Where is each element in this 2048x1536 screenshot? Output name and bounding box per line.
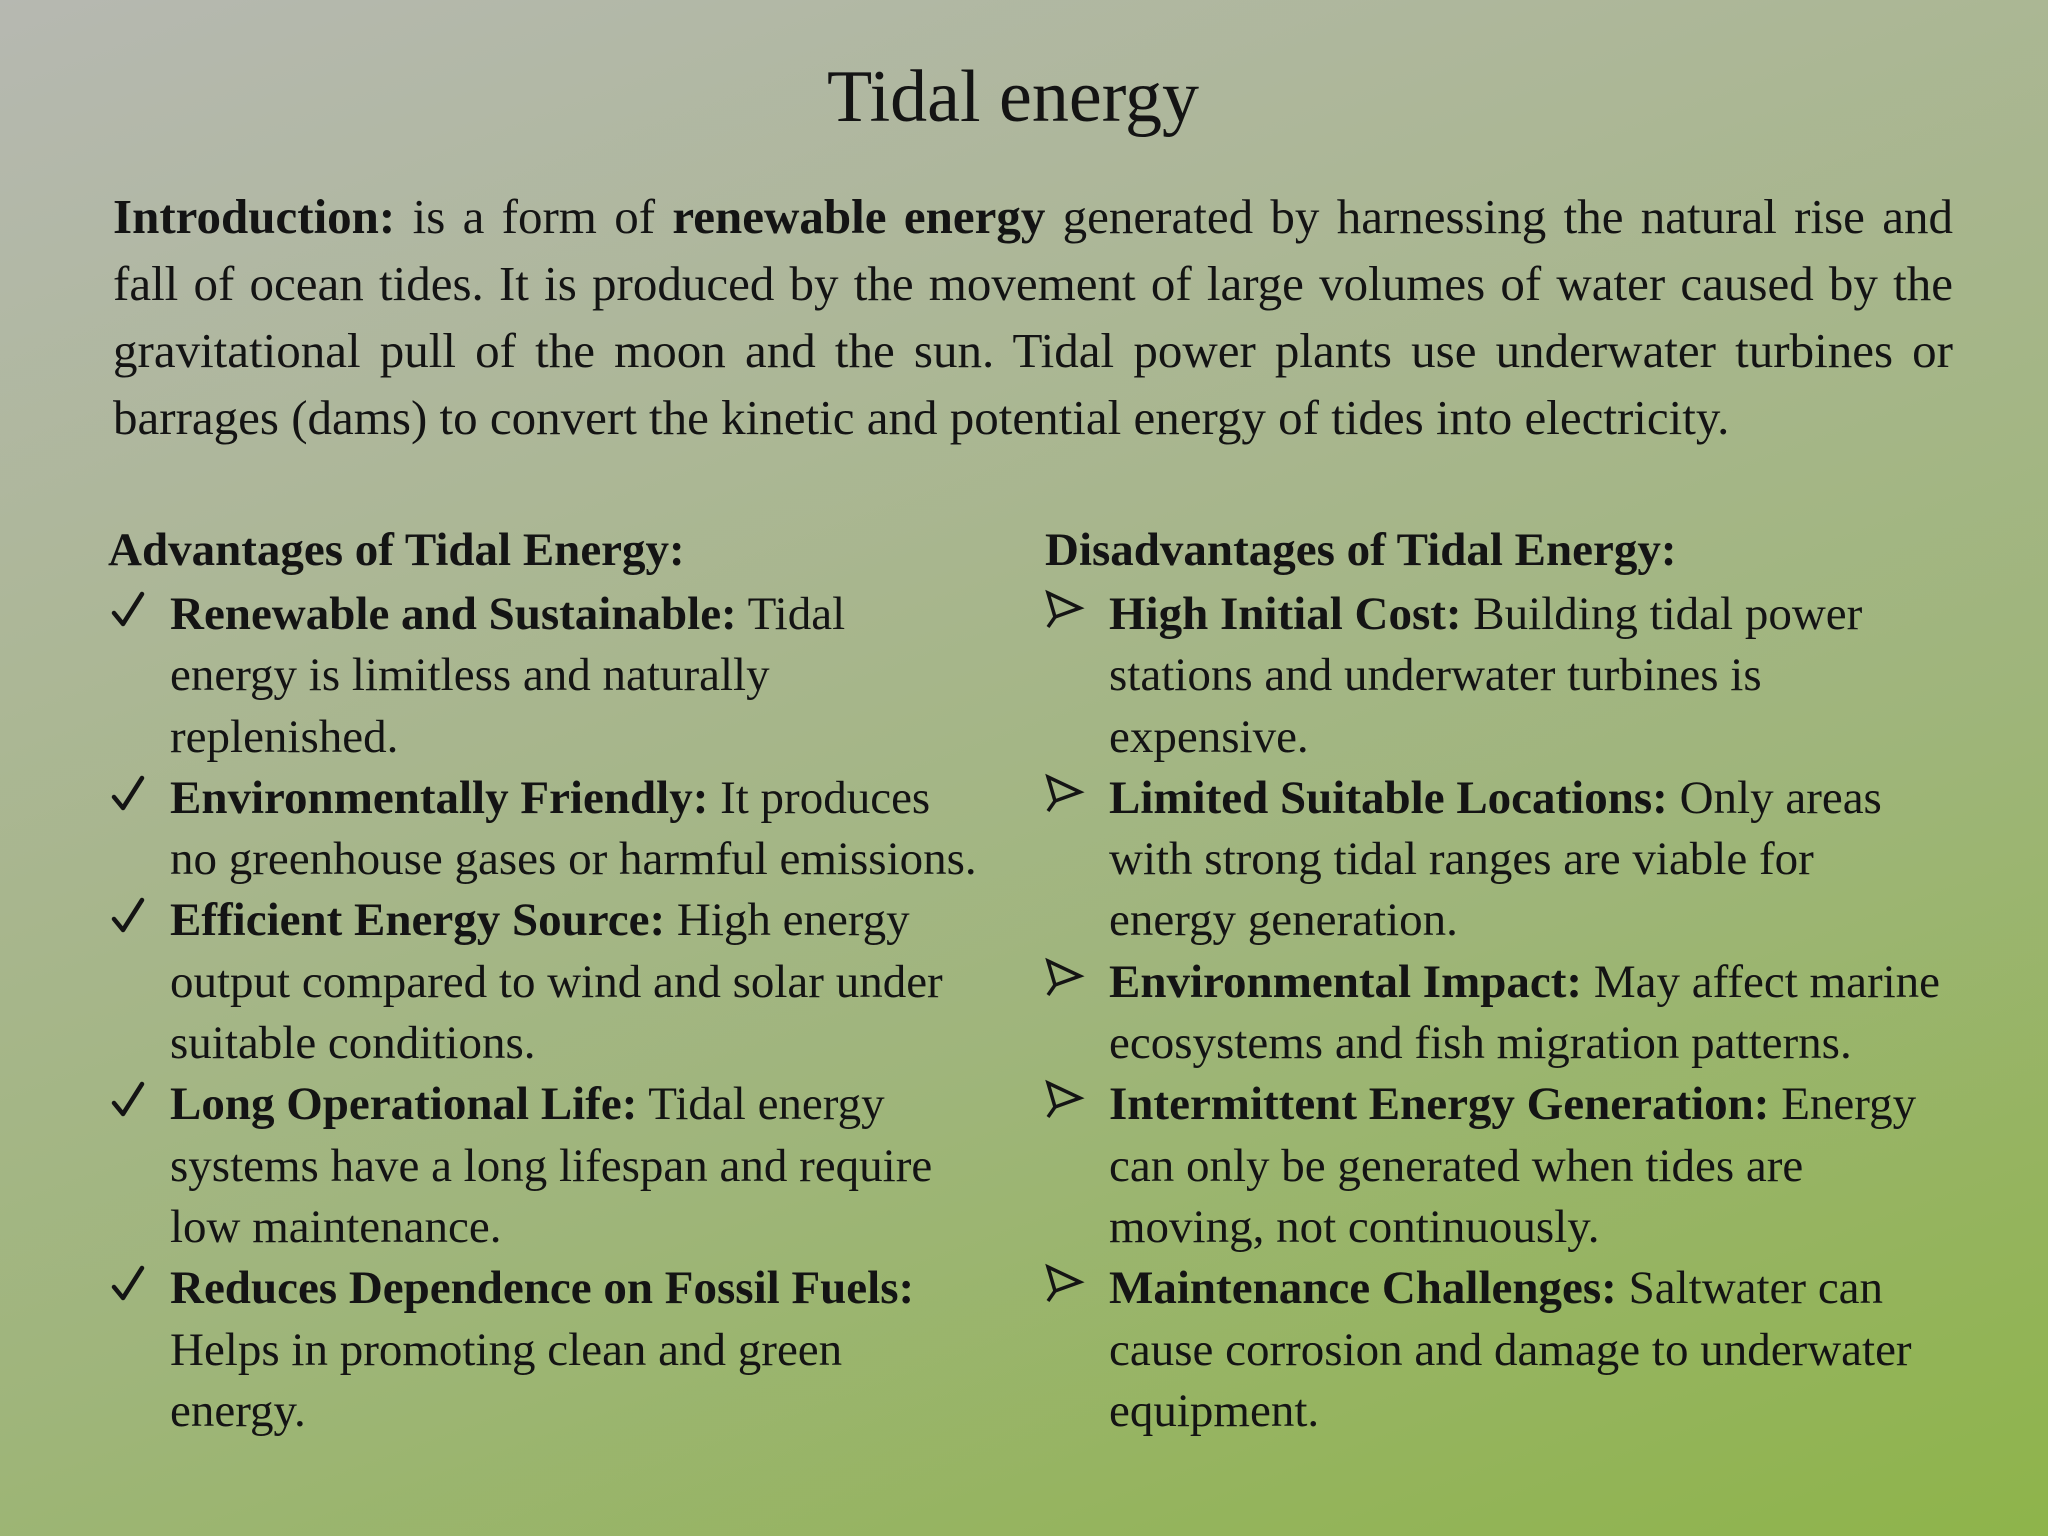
disadvantage-desc: Only areas with strong tidal ranges are viable for energy generation. <box>1109 771 1882 947</box>
disadvantage-term: Intermittent Energy Generation: <box>1109 1078 1770 1131</box>
checkmark-icon <box>108 890 156 951</box>
intro-text-a: is a form of <box>395 189 673 244</box>
advantage-desc: Helps in promoting clean and green energy. <box>170 1323 843 1437</box>
advantage-desc: Tidal energy is limitless and naturally replenished. <box>170 588 846 763</box>
advantage-term: Long Operational Life: <box>170 1078 638 1131</box>
intro-emphasis: renewable energy <box>672 189 1046 244</box>
disadvantage-item <box>1045 1258 1945 1442</box>
intro-text-b: generated by harnessing the natural rise and fall of ocean tides. It is produced by the movement of large volumes of water caused by the gravitational pull of the moon and the sun. Tidal power plants use underwater turbines or barrages (dams) to convert the kinetic and potential energy of tides into electricity. <box>113 189 1953 445</box>
intro-label: Introduction: <box>113 189 396 244</box>
disadvantages-list <box>1045 584 1945 1442</box>
disadvantage-term: High Initial Cost: <box>1109 588 1462 640</box>
checkmark-icon <box>108 584 156 645</box>
disadvantage-item <box>1045 584 1945 768</box>
advantage-item <box>108 768 978 891</box>
disadvantage-desc: Saltwater can cause corrosion and damage to underwater equipment. <box>1109 1262 1912 1437</box>
advantage-desc: It produces no greenhouse gases or harmful emissions. <box>170 771 977 886</box>
intro-paragraph <box>113 183 1953 451</box>
arrowhead-icon <box>1045 952 1093 1013</box>
advantages-list <box>108 584 978 1442</box>
advantage-item <box>108 890 978 1074</box>
advantage-term: Efficient Energy Source: <box>170 894 666 947</box>
advantage-term: Renewable and Sustainable: <box>170 588 737 640</box>
arrowhead-icon <box>1045 584 1093 645</box>
advantage-term: Reduces Dependence on Fossil Fuels: <box>170 1262 915 1315</box>
checkmark-icon <box>108 768 156 829</box>
disadvantage-term: Maintenance Challenges: <box>1109 1262 1617 1315</box>
advantage-desc: Tidal energy systems have a long lifespan and require low maintenance. <box>170 1078 933 1253</box>
advantage-item <box>108 584 978 768</box>
advantages-section <box>108 520 978 1442</box>
disadvantage-desc: Building tidal power stations and underwater turbines is expensive. <box>1109 588 1863 763</box>
advantage-item <box>108 1258 978 1442</box>
advantages-heading: Advantages of Tidal Energy: <box>108 524 685 576</box>
disadvantage-desc: May affect marine ecosystems and fish migration patterns. <box>1109 955 1941 1070</box>
disadvantage-item <box>1045 952 1945 1075</box>
slide-title: Tidal energy <box>826 56 1200 138</box>
disadvantage-term: Limited Suitable Locations: <box>1109 771 1668 824</box>
advantage-term: Environmentally Friendly: <box>170 771 709 824</box>
arrowhead-icon <box>1045 1258 1093 1319</box>
advantage-desc: High energy output compared to wind and solar under suitable conditions. <box>170 894 943 1070</box>
disadvantages-heading: Disadvantages of Tidal Energy: <box>1045 524 1677 576</box>
advantage-item <box>108 1074 978 1258</box>
disadvantage-term: Environmental Impact: <box>1109 955 1583 1008</box>
checkmark-icon <box>108 1258 156 1319</box>
disadvantage-item <box>1045 1074 1945 1258</box>
disadvantages-section <box>1045 520 1945 1442</box>
checkmark-icon <box>108 1074 156 1135</box>
arrowhead-icon <box>1045 768 1093 829</box>
arrowhead-icon <box>1045 1074 1093 1135</box>
disadvantage-item <box>1045 768 1945 952</box>
disadvantage-desc: Energy can only be generated when tides are moving, not continuously. <box>1109 1078 1917 1253</box>
